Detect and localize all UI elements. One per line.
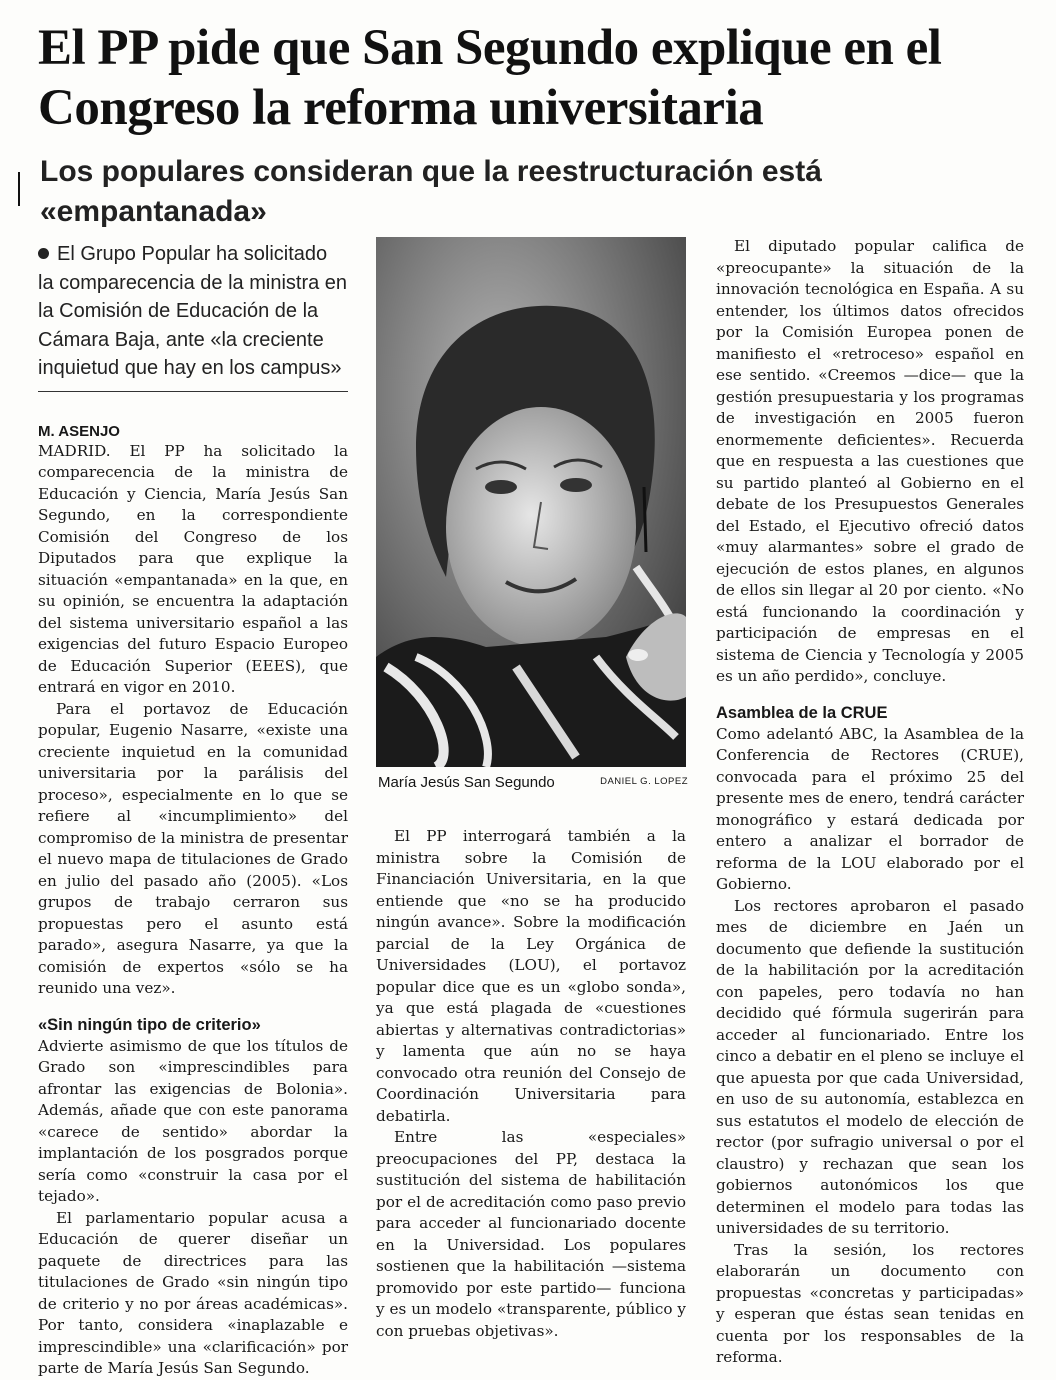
paragraph: El diputado popular califica de «preocupante» la situación de la innovación tecnológica en España. A su entender, los últimos datos ofrecidos por la Comisión Europea ponen de manifiesto el «retroceso» español en ese sentido. «Creemos —dice— que la gestión presupuestaria y los programas de investigación en 2005 fueron enormemente deficientes». Recuerda que en respuesta a las cuestiones que su partido planteó al Gobierno en el debate de los Presupuestos Generales del Estado, el Ejecutivo ofreció datos «muy alarmantes» sobre el grado de ejecución de estos planes, en algunos de ellos sin llegar al 20 por ciento. «No está funcionando la coordinación y participación de empresas en el sistema de Ciencia y Tecnología y 2005 es un año perdido», concluye. <box>716 237 1024 685</box>
photo-credit: DANIEL G. LOPEZ <box>600 776 688 787</box>
paragraph: Tras la sesión, los rectores elaborarán un documento con propuestas «concretas y participadas» y esperan que éstas sean tenidas en cuenta por los responsables de la reforma. <box>716 1240 1024 1366</box>
summary-lead <box>38 240 348 392</box>
column-3 <box>716 236 1024 1369</box>
caption-text: María Jesús San Segundo <box>378 774 555 791</box>
column-1 <box>38 240 348 1380</box>
bullet-icon <box>38 248 49 259</box>
paragraph: Para el portavoz de Educación popular, Eugenio Nasarre, «existe una creciente inquietud en la comunidad universitaria por la parálisis del proceso», especialmente en lo que se refiere al «incumplimiento» del compromiso de la ministra de presentar el nuevo mapa de titulaciones de Grado en julio del pasado año (2005). «Los grupos de trabajo cerraron sus propuestas pero el asunto está parado», asegura Nasarre, ya que la comisión de expertos «sólo se ha reunido una vez». <box>38 699 348 997</box>
subtitle: Los populares consideran que la reestructuración está «empantanada» <box>40 155 822 228</box>
paragraph: Entre las «especiales» preocupaciones del PP, destaca la sustitución del sistema de habilitación por el de acreditación como paso previo para acceder al funcionariado docente en la Universidad. Los populares sostienen que la habilitación —sistema promovido por este partido— funciona y es un modelo «transparente, público y con pruebas objetivas». <box>376 1128 686 1340</box>
photo-caption <box>378 774 688 798</box>
edge-mark <box>18 172 20 206</box>
paragraph: Los rectores aprobaron el pasado mes de diciembre en Jaén un documento que defiende la sustitución de la habilitación por la acreditación con papeles, pero todavía no han decidido qué fórmula sugerirán para acceder al funcionariado. Entre los cinco a debatir en el pleno se incluye el que apuesta por que cada Universidad, en uso de su autonomía, establezca en sus estatutos el modelo de elección de rector (por sufragio universal o por el claustro) y rechazan que sean los gobiernos autonómicos los que determinen el modelo para todas las universidades de su territorio. <box>716 896 1024 1237</box>
portrait-photo <box>376 237 686 767</box>
headline: El PP pide que San Segundo explique en el Congreso la reforma universitaria <box>38 20 942 136</box>
paragraph: Como adelantó ABC, la Asamblea de la Conferencia de Rectores (CRUE), convocada para el próximo 25 del presente mes de enero, tendrá carácter monográfico y estará dedicada por entero a analizar el borrador de reforma de la LOU elaborado por el Gobierno. <box>716 724 1024 893</box>
paragraph: El PP interrogará también a la ministra sobre la Comisión de Financiación Universitaria, en la que entiende que «no se ha producido ningún avance». Sobre la modificación parcial de la Ley Orgánica de Universidades (LOU), el portavoz popular dice que es un «globo sonda», ya que está plagada de «cuestiones abiertas y alternativas contradictorias» y lamenta que aún no se haya convocado otra reunión del Consejo de Coordinación Universitaria para debatirla. <box>376 827 686 1125</box>
column-2 <box>376 826 686 1342</box>
summary-text: El Grupo Popular ha solicitado la comparecencia de la ministra en la Comisión de Educación de la Cámara Baja, ante «la creciente inquietud que hay en los campus» <box>38 243 348 379</box>
subheading: Asamblea de la CRUE <box>716 703 888 722</box>
paragraph: El parlamentario popular acusa a Educación de querer diseñar un paquete de directrices para las titulaciones de Grado «sin ningún tipo de criterio y no por áreas académicas». Por tanto, considera «inaplazable e imprescindible» una «clarificación» por parte de María Jesús San Segundo. <box>38 1208 348 1377</box>
byline: M. ASENJO <box>38 422 120 440</box>
paragraph: MADRID. El PP ha solicitado la comparecencia de la ministra de Educación y Ciencia, María Jesús San Segundo, en la correspondiente Comisión del Congreso de los Diputados para que explique la situación «empantanada» en la que, en su opinión, se encuentra la adaptación del sistema universitario español a las exigencias del futuro Espacio Europeo de Educación Superior (EEES), que entrará en vigor en 2010. <box>38 441 348 696</box>
paragraph: Advierte asimismo de que los títulos de Grado son «imprescindibles para afrontar las exigencias de Bolonia». Además, añade que con este panorama «carece de sentido» abordar la implantación de los posgrados porque sería como «construir la casa por el tejado». <box>38 1036 348 1205</box>
subheading: «Sin ningún tipo de criterio» <box>38 1015 261 1034</box>
column-1-body <box>38 422 348 1380</box>
portrait-image <box>376 237 686 767</box>
